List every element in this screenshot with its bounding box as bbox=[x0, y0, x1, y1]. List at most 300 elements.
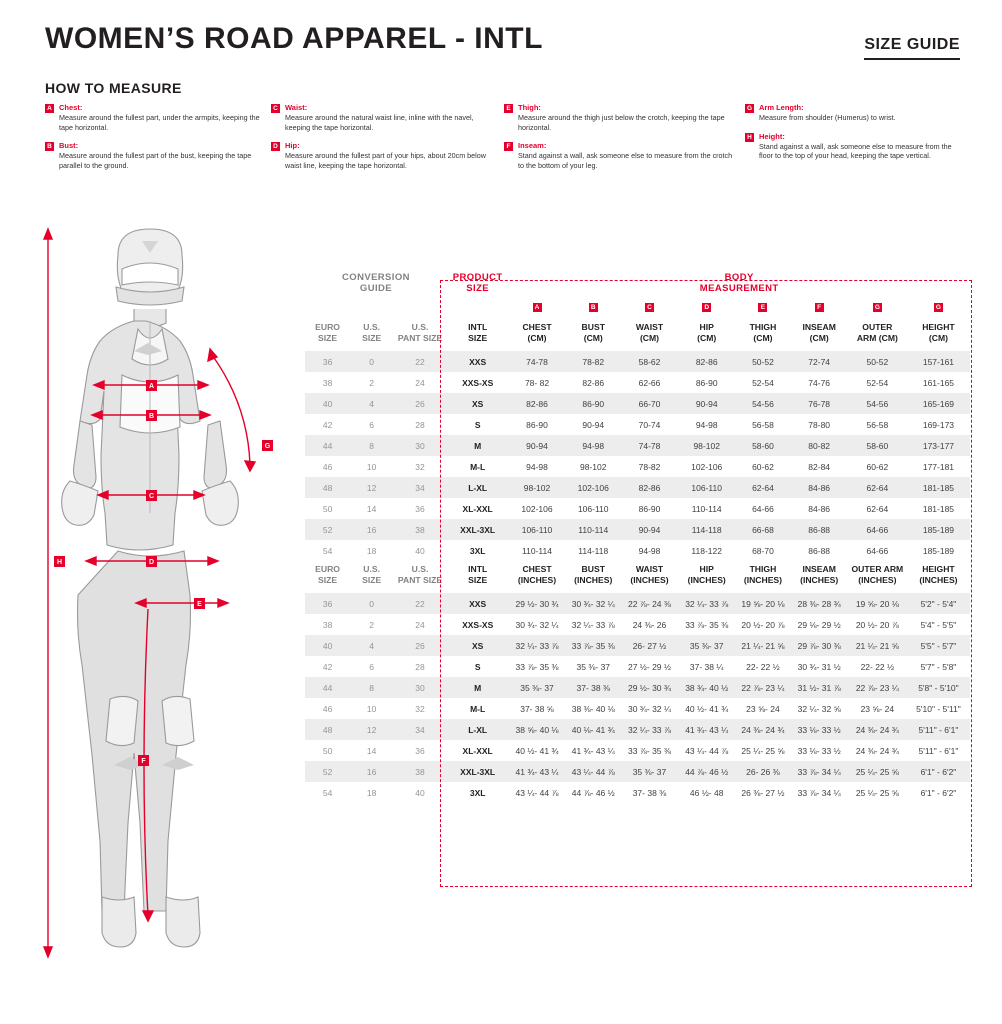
table-body-cm bbox=[305, 351, 970, 561]
cell-bust: 106-110 bbox=[577, 503, 609, 514]
cell-hip: 98-102 bbox=[678, 435, 735, 456]
cell-us: 18 bbox=[366, 545, 377, 556]
letter-cell-bust bbox=[566, 296, 621, 319]
cell-bust: 43 ¼- 44 ⅞ bbox=[566, 761, 621, 782]
note-tag-a: A bbox=[45, 104, 54, 113]
cell-thigh: 26- 26 ⅜ bbox=[735, 761, 790, 782]
th-intl-size-cm: INTL SIZE bbox=[468, 322, 488, 343]
cell-height: 5'11" - 6'1" bbox=[918, 745, 959, 756]
th-hip-in: HIP (INCHES) bbox=[687, 564, 726, 585]
th-thigh-cm: THIGH (CM) bbox=[749, 322, 777, 343]
cell-euro: 42 bbox=[322, 419, 333, 430]
cell-euro: 40 bbox=[305, 635, 350, 656]
th-us-size-in: U.S. SIZE bbox=[362, 564, 382, 585]
cell-thigh: 22 ⅞- 23 ¼ bbox=[735, 677, 790, 698]
cell-waist: 26- 27 ½ bbox=[621, 635, 678, 656]
cell-bust: 32 ¼- 33 ⅞ bbox=[571, 619, 615, 630]
cell-bust: 94-98 bbox=[566, 435, 621, 456]
svg-text:B: B bbox=[148, 413, 155, 421]
cell-waist: 30 ¾- 32 ¼ bbox=[627, 703, 671, 714]
cell-us: 12 bbox=[350, 477, 393, 498]
th-outer-arm-cm: OUTER ARM (CM) bbox=[856, 322, 898, 343]
cell-hip: 82-86 bbox=[678, 351, 735, 372]
note-text-chest: Measure around the fullest part, under the armpits, keeping the tape horizontal. bbox=[59, 113, 260, 132]
cell-outer-arm: 24 ⅜- 24 ¾ bbox=[855, 745, 899, 756]
svg-text:A: A bbox=[148, 383, 155, 391]
cell-bust: 98-102 bbox=[580, 461, 607, 472]
cell-inseam: 84-86 bbox=[808, 503, 831, 514]
cell-chest: 78- 82 bbox=[524, 377, 550, 388]
cell-us: 4 bbox=[350, 393, 393, 414]
note-label-waist: Waist: bbox=[285, 103, 308, 112]
cell-hip: 90-94 bbox=[678, 393, 735, 414]
cell-thigh: 60-62 bbox=[752, 461, 774, 472]
cell-outer-arm: 52-54 bbox=[866, 377, 889, 388]
cell-outer-arm: 22- 22 ½ bbox=[860, 661, 895, 672]
cell-outer-arm: 21 ¼- 21 ⅝ bbox=[848, 635, 907, 656]
cell-us: 18 bbox=[366, 787, 377, 798]
cell-intl: XL-XXL bbox=[462, 503, 493, 514]
cell-height: 177-181 bbox=[922, 461, 955, 472]
cell-thigh: 58-60 bbox=[735, 435, 790, 456]
cell-bust: 40 ⅛- 41 ¾ bbox=[566, 719, 621, 740]
cell-inseam: 78-80 bbox=[808, 419, 831, 430]
th-inseam-cm: INSEAM (CM) bbox=[802, 322, 836, 343]
cell-euro: 42 bbox=[322, 661, 333, 672]
cell-outer-arm: 60-62 bbox=[866, 461, 889, 472]
cell-height: 161-165 bbox=[922, 377, 955, 388]
cell-hip: 37- 38 ¼ bbox=[689, 661, 724, 672]
note-label-arm-length: Arm Length: bbox=[759, 103, 804, 112]
th-chest-cm: CHEST (CM) bbox=[522, 322, 552, 343]
cell-euro: 36 bbox=[305, 593, 350, 614]
cell-intl: XXL-3XL bbox=[447, 519, 509, 540]
size-table bbox=[305, 272, 970, 803]
cell-hip: 32 ¼- 33 ⅞ bbox=[678, 593, 735, 614]
cell-waist: 37- 38 ⅜ bbox=[632, 787, 667, 798]
cell-euro: 48 bbox=[305, 477, 350, 498]
letter-d: D bbox=[702, 303, 711, 312]
cell-pant: 26 bbox=[393, 635, 447, 656]
cell-thigh: 22- 22 ½ bbox=[746, 661, 780, 672]
letter-cell-hip bbox=[678, 296, 735, 319]
cell-pant: 36 bbox=[415, 503, 425, 514]
cell-waist: 86-90 bbox=[638, 503, 661, 514]
cell-thigh: 19 ⅝- 20 ⅛ bbox=[735, 593, 790, 614]
cell-chest: 37- 38 ⅝ bbox=[520, 703, 554, 714]
cell-height: 169-173 bbox=[922, 419, 955, 430]
cell-intl: S bbox=[474, 419, 481, 430]
cell-inseam: 32 ¼- 32 ⅝ bbox=[797, 703, 841, 714]
svg-text:E: E bbox=[197, 601, 202, 609]
cell-thigh: 26 ⅜- 27 ½ bbox=[741, 787, 785, 798]
cell-pant: 22 bbox=[393, 593, 447, 614]
cell-inseam: 86-88 bbox=[808, 545, 831, 556]
cell-thigh: 52-54 bbox=[752, 377, 774, 388]
letter-b: B bbox=[589, 303, 598, 312]
cell-inseam: 33 ⅞- 34 ¼ bbox=[797, 787, 841, 798]
cell-waist: 27 ½- 29 ½ bbox=[627, 661, 671, 672]
cell-intl: M bbox=[447, 435, 509, 456]
cell-intl: XXL-3XL bbox=[447, 761, 509, 782]
cell-bust: 33 ⅞- 35 ⅜ bbox=[566, 635, 621, 656]
cell-euro: 52 bbox=[305, 519, 350, 540]
cell-inseam: 76-78 bbox=[791, 393, 848, 414]
cell-thigh: 62-64 bbox=[735, 477, 790, 498]
note-label-thigh: Thigh: bbox=[518, 103, 541, 112]
cell-us: 12 bbox=[350, 719, 393, 740]
cell-hip: 35 ⅜- 37 bbox=[678, 635, 735, 656]
cell-us: 8 bbox=[350, 677, 393, 698]
cell-thigh: 54-56 bbox=[735, 393, 790, 414]
cell-intl: 3XL bbox=[469, 545, 486, 556]
note-arm-length bbox=[745, 103, 960, 123]
th-waist-cm: WAIST (CM) bbox=[635, 322, 664, 343]
letter-tag-row bbox=[305, 296, 970, 319]
table-row bbox=[305, 698, 970, 719]
th-intl-size-in: INTL SIZE bbox=[468, 564, 488, 585]
cell-waist: 66-70 bbox=[621, 393, 678, 414]
cell-chest: 30 ¾- 32 ¼ bbox=[515, 619, 559, 630]
table-row bbox=[305, 414, 970, 435]
cell-us: 10 bbox=[366, 703, 377, 714]
th-euro-size-cm bbox=[305, 319, 350, 351]
cell-intl: XL-XXL bbox=[462, 745, 493, 756]
cell-pant: 34 bbox=[393, 477, 447, 498]
cell-inseam: 28 ⅜- 28 ¾ bbox=[791, 593, 848, 614]
cell-chest: 43 ¼- 44 ⅞ bbox=[515, 787, 559, 798]
cell-waist: 70-74 bbox=[638, 419, 661, 430]
table-row bbox=[305, 540, 970, 561]
cell-hip: 102-106 bbox=[691, 461, 723, 472]
cell-waist: 94-98 bbox=[638, 545, 661, 556]
cell-bust: 44 ⅞- 46 ½ bbox=[571, 787, 615, 798]
cell-euro: 36 bbox=[305, 351, 350, 372]
th-us-size-cm: U.S. SIZE bbox=[362, 322, 382, 343]
cell-hip: 46 ½- 48 bbox=[689, 787, 724, 798]
cell-us: 16 bbox=[350, 761, 393, 782]
cell-us: 2 bbox=[369, 377, 375, 388]
cell-bust: 82-86 bbox=[582, 377, 605, 388]
cell-inseam: 86-88 bbox=[791, 519, 848, 540]
cell-euro: 40 bbox=[305, 393, 350, 414]
cell-chest: 102-106 bbox=[521, 503, 553, 514]
note-waist bbox=[271, 103, 493, 132]
cell-inseam: 72-74 bbox=[791, 351, 848, 372]
cell-waist: 29 ½- 30 ¾ bbox=[621, 677, 678, 698]
cell-waist: 90-94 bbox=[621, 519, 678, 540]
letter-g-arm: G bbox=[874, 304, 880, 311]
cell-euro: 52 bbox=[305, 761, 350, 782]
table-row bbox=[305, 435, 970, 456]
cell-waist: 24 ⅜- 26 bbox=[632, 619, 667, 630]
cell-height: 165-169 bbox=[907, 393, 970, 414]
cell-outer-arm: 50-52 bbox=[848, 351, 907, 372]
cell-height: 6'1" - 6'2" bbox=[920, 787, 957, 798]
cell-inseam: 74-76 bbox=[808, 377, 831, 388]
th-thigh-in: THIGH (INCHES) bbox=[743, 564, 783, 585]
cell-hip: 40 ½- 41 ¾ bbox=[685, 703, 729, 714]
cell-inseam: 29 ⅛- 29 ½ bbox=[797, 619, 841, 630]
cell-thigh: 68-70 bbox=[752, 545, 774, 556]
cell-pant: 24 bbox=[415, 377, 425, 388]
cell-pant: 32 bbox=[415, 461, 425, 472]
cell-chest: 90-94 bbox=[508, 435, 565, 456]
table-row bbox=[305, 456, 970, 477]
cell-intl: S bbox=[474, 661, 481, 672]
cell-bust: 86-90 bbox=[566, 393, 621, 414]
header-row-cm bbox=[305, 319, 970, 351]
note-tag-b: B bbox=[45, 142, 54, 151]
table-row bbox=[305, 677, 970, 698]
note-label-bust: Bust: bbox=[59, 141, 79, 151]
cell-euro: 38 bbox=[322, 377, 333, 388]
cell-height: 173-177 bbox=[907, 435, 970, 456]
cell-inseam: 84-86 bbox=[791, 477, 848, 498]
letter-cell-waist bbox=[621, 296, 678, 319]
cell-height: 5'10" - 5'11" bbox=[916, 703, 961, 714]
cell-outer-arm: 62-64 bbox=[866, 503, 889, 514]
cell-chest: 29 ½- 30 ¾ bbox=[508, 593, 565, 614]
cell-intl: XXS bbox=[447, 351, 509, 372]
cell-outer-arm: 25 ¼- 25 ⅝ bbox=[848, 761, 907, 782]
letter-cell-inseam bbox=[791, 296, 848, 319]
cell-euro: 44 bbox=[305, 435, 350, 456]
cell-us: 2 bbox=[369, 619, 375, 630]
cell-intl: M-L bbox=[470, 461, 486, 472]
note-text-thigh: Measure around the thigh just below the crotch, keeping the tape horizontal. bbox=[518, 113, 725, 132]
cell-chest: 35 ⅜- 37 bbox=[508, 677, 565, 698]
spacer bbox=[305, 296, 350, 319]
cell-waist: 32 ¼- 33 ⅞ bbox=[621, 719, 678, 740]
cell-intl: 3XL bbox=[469, 787, 486, 798]
letter-cell-thigh bbox=[735, 296, 790, 319]
cell-pant: 24 bbox=[415, 619, 425, 630]
notes-column-2 bbox=[271, 103, 493, 179]
cell-outer-arm: 25 ¼- 25 ⅝ bbox=[855, 787, 899, 798]
group-conversion: CONVERSION GUIDE bbox=[342, 272, 410, 294]
cell-waist: 22 ⅞- 24 ⅜ bbox=[621, 593, 678, 614]
cell-euro: 46 bbox=[322, 461, 333, 472]
cell-inseam: 29 ⅞- 30 ⅜ bbox=[791, 635, 848, 656]
note-tag-h: H bbox=[745, 133, 754, 142]
cell-outer-arm: 24 ⅜- 24 ¾ bbox=[848, 719, 907, 740]
table-body-inches bbox=[305, 593, 970, 803]
cell-intl: M-L bbox=[470, 703, 486, 714]
cell-pant: 32 bbox=[415, 703, 425, 714]
cell-thigh: 50-52 bbox=[735, 351, 790, 372]
cell-height: 6'1" - 6'2" bbox=[907, 761, 970, 782]
th-euro-size-in: EURO SIZE bbox=[315, 564, 340, 585]
cell-euro: 46 bbox=[322, 703, 333, 714]
cell-bust: 102-106 bbox=[566, 477, 621, 498]
notes-column-1 bbox=[45, 103, 260, 179]
table-row bbox=[305, 393, 970, 414]
cell-intl: XXS-XS bbox=[462, 377, 494, 388]
table-row bbox=[305, 498, 970, 519]
cell-thigh: 24 ⅜- 24 ¾ bbox=[735, 719, 790, 740]
cell-bust: 35 ⅜- 37 bbox=[576, 661, 611, 672]
cell-us: 4 bbox=[350, 635, 393, 656]
cell-height: 5'8" - 5'10" bbox=[907, 677, 970, 698]
cell-pant: 28 bbox=[415, 419, 425, 430]
page-title: WOMEN’S ROAD APPAREL - INTL bbox=[45, 22, 543, 55]
notes-column-3 bbox=[504, 103, 736, 179]
cell-thigh: 21 ¼- 21 ⅝ bbox=[735, 635, 790, 656]
cell-height: 181-185 bbox=[922, 503, 955, 514]
svg-text:G: G bbox=[264, 443, 271, 451]
cell-outer-arm: 56-58 bbox=[866, 419, 889, 430]
cell-inseam: 33 ⅛- 33 ½ bbox=[791, 719, 848, 740]
cell-outer-arm: 64-66 bbox=[866, 545, 889, 556]
cell-pant: 38 bbox=[393, 761, 447, 782]
note-text-arm-length: Measure from shoulder (Humerus) to wrist. bbox=[759, 113, 896, 122]
cell-inseam: 33 ⅛- 33 ½ bbox=[797, 745, 841, 756]
th-us-pant-size-in: U.S. PANT SIZE bbox=[397, 564, 443, 585]
letter-cell-chest bbox=[508, 296, 565, 319]
note-text-waist: Measure around the natural waist line, inline with the navel, keeping the tape horizontal. bbox=[285, 113, 474, 132]
size-table-wrap bbox=[305, 272, 970, 803]
group-product-size: PRODUCT SIZE bbox=[452, 272, 503, 294]
cell-thigh: 56-58 bbox=[752, 419, 774, 430]
note-chest bbox=[45, 103, 260, 132]
cell-waist: 62-66 bbox=[638, 377, 661, 388]
cell-hip: 94-98 bbox=[695, 419, 718, 430]
cell-waist: 74-78 bbox=[621, 435, 678, 456]
cell-us: 6 bbox=[369, 419, 375, 430]
cell-hip: 118-122 bbox=[691, 545, 722, 556]
cell-euro: 48 bbox=[305, 719, 350, 740]
cell-waist: 82-86 bbox=[621, 477, 678, 498]
cell-height: 5'5" - 5'7" bbox=[907, 635, 970, 656]
svg-text:C: C bbox=[148, 493, 155, 501]
cell-chest: 38 ⅝- 40 ⅛ bbox=[508, 719, 565, 740]
cell-pant: 36 bbox=[415, 745, 425, 756]
note-thigh bbox=[504, 103, 736, 132]
cell-outer-arm: 58-60 bbox=[848, 435, 907, 456]
cell-us: 14 bbox=[366, 503, 377, 514]
svg-text:H: H bbox=[56, 559, 63, 567]
cell-hip: 86-90 bbox=[695, 377, 718, 388]
cell-pant: 22 bbox=[393, 351, 447, 372]
table-row bbox=[305, 782, 970, 803]
cell-chest: 41 ¾- 43 ¼ bbox=[508, 761, 565, 782]
cell-euro: 54 bbox=[322, 787, 333, 798]
cell-euro: 54 bbox=[322, 545, 333, 556]
table-row bbox=[305, 614, 970, 635]
th-inseam-in: INSEAM (INCHES) bbox=[800, 564, 839, 585]
cell-outer-arm: 54-56 bbox=[848, 393, 907, 414]
svg-text:D: D bbox=[148, 559, 155, 567]
cell-pant: 34 bbox=[393, 719, 447, 740]
cell-thigh: 66-68 bbox=[735, 519, 790, 540]
cell-height: 5'2" - 5'4" bbox=[907, 593, 970, 614]
note-label-chest: Chest: bbox=[59, 103, 83, 112]
note-text-bust: Measure around the fullest part of the bust, keeping the tape parallel to the ground. bbox=[59, 151, 252, 170]
cell-height: 185-189 bbox=[907, 519, 970, 540]
th-l1: EURO SIZE bbox=[315, 322, 340, 343]
cell-inseam: 31 ½- 31 ⅞ bbox=[791, 677, 848, 698]
note-text-height: Stand against a wall, ask someone else to measure from the floor to the top of your head, keeping the tape vertical. bbox=[759, 141, 952, 161]
cell-pant: 38 bbox=[393, 519, 447, 540]
cell-height: 5'7" - 5'8" bbox=[920, 661, 957, 672]
cell-pant: 40 bbox=[415, 787, 425, 798]
cell-chest: 98-102 bbox=[508, 477, 565, 498]
cell-waist: 78-82 bbox=[638, 461, 661, 472]
cell-us: 8 bbox=[350, 435, 393, 456]
note-bust bbox=[45, 141, 260, 170]
measurement-figure bbox=[30, 225, 330, 985]
letter-f: F bbox=[815, 303, 824, 312]
cell-intl: XXS-XS bbox=[462, 619, 494, 630]
cell-hip: 38 ¾- 40 ½ bbox=[678, 677, 735, 698]
cell-waist: 33 ⅞- 35 ⅜ bbox=[627, 745, 671, 756]
cell-us: 6 bbox=[369, 661, 375, 672]
cell-thigh: 23 ⅝- 24 bbox=[746, 703, 780, 714]
spacer bbox=[447, 296, 509, 319]
note-text-hip: Measure around the fullest part of your hips, about 20cm below waist line, keeping the tape horizontal. bbox=[285, 151, 486, 170]
th-bust-in: BUST (INCHES) bbox=[574, 564, 613, 585]
cell-chest: 33 ⅞- 35 ⅜ bbox=[515, 661, 559, 672]
cell-pant: 30 bbox=[393, 677, 447, 698]
cell-intl: M bbox=[447, 677, 509, 698]
cell-height: 5'11" - 6'1" bbox=[907, 719, 970, 740]
cell-inseam: 82-84 bbox=[808, 461, 831, 472]
letter-c: C bbox=[645, 303, 654, 312]
cell-inseam: 80-82 bbox=[791, 435, 848, 456]
cell-us: 10 bbox=[366, 461, 377, 472]
cell-pant: 30 bbox=[393, 435, 447, 456]
note-hip bbox=[271, 141, 493, 170]
cell-intl: L-XL bbox=[447, 719, 509, 740]
table-row bbox=[305, 372, 970, 393]
cell-thigh: 64-66 bbox=[752, 503, 774, 514]
cell-hip: 110-114 bbox=[691, 503, 722, 514]
cell-euro: 44 bbox=[305, 677, 350, 698]
cell-euro: 50 bbox=[322, 503, 333, 514]
cell-intl: XS bbox=[447, 393, 509, 414]
group-title-row bbox=[305, 272, 970, 296]
size-guide-label: SIZE GUIDE bbox=[864, 36, 960, 60]
spacer bbox=[350, 296, 393, 319]
table-row bbox=[305, 761, 970, 782]
cell-outer-arm: 20 ½- 20 ⅞ bbox=[855, 619, 899, 630]
cell-us: 14 bbox=[366, 745, 377, 756]
cell-euro: 50 bbox=[322, 745, 333, 756]
cell-bust: 38 ⅜- 40 ⅛ bbox=[571, 703, 615, 714]
note-tag-g: G bbox=[746, 105, 753, 112]
cell-outer-arm: 19 ⅝- 20 ⅛ bbox=[848, 593, 907, 614]
cell-chest: 82-86 bbox=[508, 393, 565, 414]
note-label-height: Height: bbox=[759, 131, 785, 141]
table-row bbox=[305, 519, 970, 540]
th-waist-in: WAIST (INCHES) bbox=[630, 564, 669, 585]
cell-chest: 106-110 bbox=[508, 519, 565, 540]
note-inseam bbox=[504, 141, 736, 170]
cell-us: 0 bbox=[350, 593, 393, 614]
note-tag-d: D bbox=[271, 142, 280, 151]
th-chest-in: CHEST (INCHES) bbox=[517, 564, 557, 585]
th-height-cm: HEIGHT (CM) bbox=[922, 322, 955, 343]
cell-outer-arm: 23 ⅝- 24 bbox=[860, 703, 895, 714]
table-row bbox=[305, 635, 970, 656]
cell-hip: 33 ⅞- 35 ⅜ bbox=[685, 619, 729, 630]
cell-outer-arm: 64-66 bbox=[848, 519, 907, 540]
cell-hip: 43 ¼- 44 ⅞ bbox=[685, 745, 729, 756]
note-label-hip: Hip: bbox=[285, 141, 300, 151]
cell-height: 5'4" - 5'5" bbox=[920, 619, 957, 630]
cell-pant: 40 bbox=[415, 545, 425, 556]
